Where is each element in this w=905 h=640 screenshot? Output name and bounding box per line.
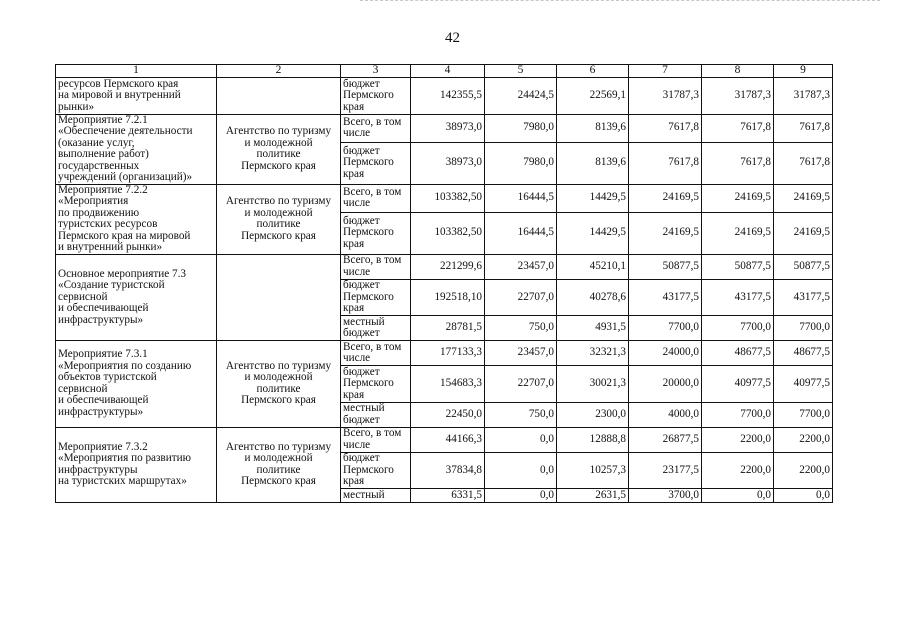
value-cell: 7617,8 <box>774 142 833 184</box>
funding-source-cell: местный бюджет <box>341 402 411 427</box>
scan-top-edge <box>360 0 880 4</box>
value-cell: 20000,0 <box>629 366 702 403</box>
value-cell: 0,0 <box>485 489 557 503</box>
event-cell: Мероприятие 7.2.1 «Обеспечение деятельности (оказание услуг, выполнение работ) государственных учреждений (организаций)» <box>56 114 217 184</box>
funding-source-cell: бюджет Пермского края <box>341 212 411 254</box>
value-cell: 177133,3 <box>411 341 485 366</box>
value-cell: 154683,3 <box>411 366 485 403</box>
column-header: 2 <box>217 65 341 78</box>
agency-cell: Агентство по туризму и молодежной политике Пермского края <box>217 114 341 184</box>
value-cell: 24000,0 <box>629 341 702 366</box>
value-cell: 16444,5 <box>485 184 557 212</box>
value-cell: 7980,0 <box>485 114 557 142</box>
value-cell: 48677,5 <box>702 341 774 366</box>
value-cell: 0,0 <box>485 427 557 452</box>
value-cell: 22707,0 <box>485 366 557 403</box>
value-cell: 38973,0 <box>411 142 485 184</box>
value-cell: 37834,8 <box>411 452 485 489</box>
funding-source-cell: Всего, в том числе <box>341 184 411 212</box>
value-cell: 26877,5 <box>629 427 702 452</box>
value-cell: 7700,0 <box>629 316 702 341</box>
agency-cell: Агентство по туризму и молодежной политике Пермского края <box>217 184 341 254</box>
table-row <box>56 254 833 279</box>
column-header: 4 <box>411 65 485 78</box>
value-cell: 7980,0 <box>485 142 557 184</box>
value-cell: 750,0 <box>485 316 557 341</box>
value-cell: 7617,8 <box>702 142 774 184</box>
value-cell: 0,0 <box>702 489 774 503</box>
value-cell: 8139,6 <box>557 142 629 184</box>
value-cell: 2300,0 <box>557 402 629 427</box>
table-row <box>56 114 833 142</box>
budget-table <box>55 64 833 503</box>
column-header: 5 <box>485 65 557 78</box>
funding-source-cell: Всего, в том числе <box>341 114 411 142</box>
column-header: 1 <box>56 65 217 78</box>
value-cell: 8139,6 <box>557 114 629 142</box>
funding-source-cell: Всего, в том числе <box>341 254 411 279</box>
agency-cell <box>217 78 341 115</box>
value-cell: 7700,0 <box>702 316 774 341</box>
value-cell: 7617,8 <box>774 114 833 142</box>
value-cell: 22707,0 <box>485 279 557 316</box>
value-cell: 43177,5 <box>629 279 702 316</box>
value-cell: 16444,5 <box>485 212 557 254</box>
value-cell: 7617,8 <box>702 114 774 142</box>
value-cell: 12888,8 <box>557 427 629 452</box>
value-cell: 44166,3 <box>411 427 485 452</box>
value-cell: 6331,5 <box>411 489 485 503</box>
value-cell: 0,0 <box>485 452 557 489</box>
value-cell: 23177,5 <box>629 452 702 489</box>
value-cell: 40977,5 <box>702 366 774 403</box>
value-cell: 40278,6 <box>557 279 629 316</box>
value-cell: 24169,5 <box>629 212 702 254</box>
header-row <box>56 65 833 78</box>
value-cell: 23457,0 <box>485 341 557 366</box>
value-cell: 43177,5 <box>702 279 774 316</box>
event-cell: ресурсов Пермского края на мировой и внутренний рынки» <box>56 78 217 115</box>
value-cell: 7617,8 <box>629 142 702 184</box>
value-cell: 142355,5 <box>411 78 485 115</box>
value-cell: 14429,5 <box>557 184 629 212</box>
value-cell: 2200,0 <box>702 452 774 489</box>
table-row <box>56 341 833 366</box>
value-cell: 31787,3 <box>702 78 774 115</box>
value-cell: 30021,3 <box>557 366 629 403</box>
event-cell: Мероприятие 7.3.2 «Мероприятия по развитию инфраструктуры на туристских маршрутах» <box>56 427 217 503</box>
value-cell: 7617,8 <box>629 114 702 142</box>
funding-source-cell: бюджет Пермского края <box>341 366 411 403</box>
value-cell: 24169,5 <box>629 184 702 212</box>
value-cell: 40977,5 <box>774 366 833 403</box>
value-cell: 3700,0 <box>629 489 702 503</box>
value-cell: 4000,0 <box>629 402 702 427</box>
value-cell: 28781,5 <box>411 316 485 341</box>
value-cell: 22450,0 <box>411 402 485 427</box>
funding-source-cell: местный <box>341 489 411 503</box>
value-cell: 31787,3 <box>629 78 702 115</box>
funding-source-cell: Всего, в том числе <box>341 341 411 366</box>
funding-source-cell: бюджет Пермского края <box>341 142 411 184</box>
value-cell: 38973,0 <box>411 114 485 142</box>
value-cell: 43177,5 <box>774 279 833 316</box>
funding-source-cell: бюджет Пермского края <box>341 78 411 115</box>
funding-source-cell: бюджет Пермского края <box>341 452 411 489</box>
funding-source-cell: местный бюджет <box>341 316 411 341</box>
funding-source-cell: бюджет Пермского края <box>341 279 411 316</box>
value-cell: 2200,0 <box>774 452 833 489</box>
value-cell: 48677,5 <box>774 341 833 366</box>
table-row <box>56 184 833 212</box>
value-cell: 221299,6 <box>411 254 485 279</box>
value-cell: 24169,5 <box>774 184 833 212</box>
value-cell: 32321,3 <box>557 341 629 366</box>
value-cell: 45210,1 <box>557 254 629 279</box>
value-cell: 103382,50 <box>411 184 485 212</box>
value-cell: 24169,5 <box>702 212 774 254</box>
value-cell: 7700,0 <box>702 402 774 427</box>
value-cell: 4931,5 <box>557 316 629 341</box>
agency-cell: Агентство по туризму и молодежной политике Пермского края <box>217 341 341 428</box>
funding-source-cell: Всего, в том числе <box>341 427 411 452</box>
value-cell: 24169,5 <box>702 184 774 212</box>
column-header: 6 <box>557 65 629 78</box>
value-cell: 2200,0 <box>774 427 833 452</box>
agency-cell <box>217 254 341 341</box>
value-cell: 0,0 <box>774 489 833 503</box>
value-cell: 750,0 <box>485 402 557 427</box>
value-cell: 22569,1 <box>557 78 629 115</box>
column-header: 7 <box>629 65 702 78</box>
value-cell: 50877,5 <box>774 254 833 279</box>
value-cell: 14429,5 <box>557 212 629 254</box>
table-row <box>56 78 833 115</box>
value-cell: 50877,5 <box>629 254 702 279</box>
value-cell: 24169,5 <box>774 212 833 254</box>
value-cell: 24424,5 <box>485 78 557 115</box>
page-number: 42 <box>445 30 460 46</box>
column-header: 3 <box>341 65 411 78</box>
value-cell: 2631,5 <box>557 489 629 503</box>
value-cell: 192518,10 <box>411 279 485 316</box>
value-cell: 2200,0 <box>702 427 774 452</box>
value-cell: 23457,0 <box>485 254 557 279</box>
agency-cell: Агентство по туризму и молодежной политике Пермского края <box>217 427 341 503</box>
column-header: 9 <box>774 65 833 78</box>
value-cell: 31787,3 <box>774 78 833 115</box>
value-cell: 7700,0 <box>774 402 833 427</box>
value-cell: 50877,5 <box>702 254 774 279</box>
column-header: 8 <box>702 65 774 78</box>
event-cell: Мероприятие 7.3.1 «Мероприятия по созданию объектов туристской сервисной и обеспечивающей инфраструктуры» <box>56 341 217 428</box>
event-cell: Основное мероприятие 7.3 «Создание туристской сервисной и обеспечивающей инфраструктуры» <box>56 254 217 341</box>
event-cell: Мероприятие 7.2.2 «Мероприятия по продвижению туристских ресурсов Пермского края на мировой и внутренний рынки» <box>56 184 217 254</box>
value-cell: 7700,0 <box>774 316 833 341</box>
value-cell: 10257,3 <box>557 452 629 489</box>
value-cell: 103382,50 <box>411 212 485 254</box>
table-row <box>56 427 833 452</box>
